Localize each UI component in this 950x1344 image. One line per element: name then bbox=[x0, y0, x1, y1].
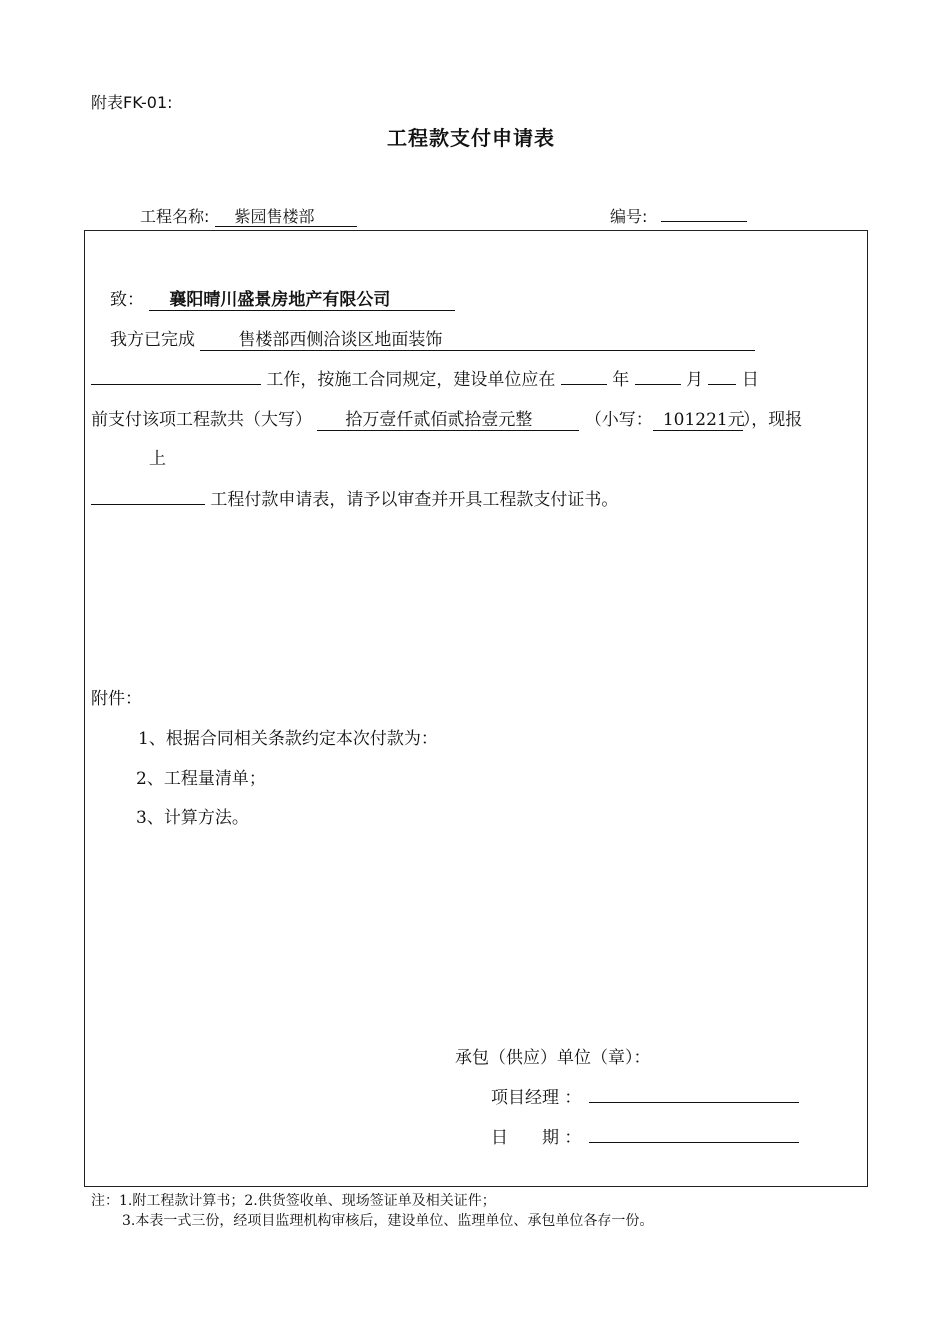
to-label: 致： bbox=[110, 290, 144, 310]
manager-label: 项目经理 ： bbox=[491, 1088, 582, 1108]
line3-continuation: 上 bbox=[149, 449, 166, 469]
date-row bbox=[491, 1123, 799, 1148]
number-label: 编号: bbox=[610, 207, 648, 226]
page-title: 工程款支付申请表 bbox=[387, 126, 555, 150]
amount-upper-field[interactable]: 拾万壹仟贰佰贰拾壹元整 bbox=[317, 411, 579, 431]
day-field[interactable] bbox=[708, 384, 736, 385]
attachments-label: 附件： bbox=[91, 689, 142, 709]
date-field[interactable] bbox=[589, 1142, 799, 1143]
line2-text: 工作，按施工合同规定，建设单位应在 bbox=[266, 370, 556, 390]
recipient-field[interactable]: 襄阳晴川盛景房地产有限公司 bbox=[149, 291, 455, 311]
form-code: 附表FK-01: bbox=[91, 93, 173, 112]
payment-date-row bbox=[91, 365, 759, 390]
manager-signature-field[interactable] bbox=[589, 1102, 799, 1103]
work-blank[interactable] bbox=[91, 384, 261, 385]
attachment-item: 2、工程量清单； bbox=[136, 769, 266, 789]
small-open: （小写： bbox=[584, 410, 653, 430]
line3-prefix: 前支付该项工程款共（大写） bbox=[91, 410, 312, 430]
footer-note-1: 注：1.附工程款计算书；2.供货签收单、现场签证单及相关证件； bbox=[91, 1193, 496, 1209]
attachment-item: 3、计算方法。 bbox=[136, 808, 249, 828]
amount-lower-field[interactable]: 101221元 bbox=[653, 411, 743, 431]
recipient-row bbox=[110, 285, 455, 311]
year-label: 年 bbox=[612, 370, 630, 390]
date-label: 日 期 ： bbox=[491, 1128, 582, 1148]
amount-row bbox=[91, 405, 802, 431]
line4-text: 工程付款申请表，请予以审查并开具工程款支付证书。 bbox=[210, 490, 619, 510]
contractor-label: 承包（供应）单位（章）： bbox=[455, 1048, 651, 1068]
attachment-item: 1、根据合同相关条款约定本次付款为： bbox=[138, 729, 438, 749]
number-field[interactable] bbox=[661, 221, 747, 222]
small-close: ），现报 bbox=[742, 410, 803, 430]
day-label: 日 bbox=[741, 370, 759, 390]
project-label: 工程名称: bbox=[140, 207, 210, 226]
year-field[interactable] bbox=[561, 384, 607, 385]
month-field[interactable] bbox=[635, 384, 681, 385]
project-name-row bbox=[140, 204, 357, 227]
completed-row bbox=[110, 325, 755, 351]
completed-work-field[interactable]: 售楼部西侧洽谈区地面装饰 bbox=[200, 331, 755, 351]
project-name-field[interactable]: 紫园售楼部 bbox=[215, 207, 357, 227]
request-blank[interactable] bbox=[91, 504, 205, 505]
manager-row bbox=[491, 1083, 799, 1108]
month-label: 月 bbox=[686, 370, 704, 390]
footer-note-2: 3.本表一式三份，经项目监理机构审核后，建设单位、监理单位、承包单位各存一份。 bbox=[122, 1213, 654, 1229]
completed-prefix: 我方已完成 bbox=[110, 330, 195, 350]
request-row bbox=[91, 485, 618, 510]
number-row bbox=[610, 204, 747, 227]
